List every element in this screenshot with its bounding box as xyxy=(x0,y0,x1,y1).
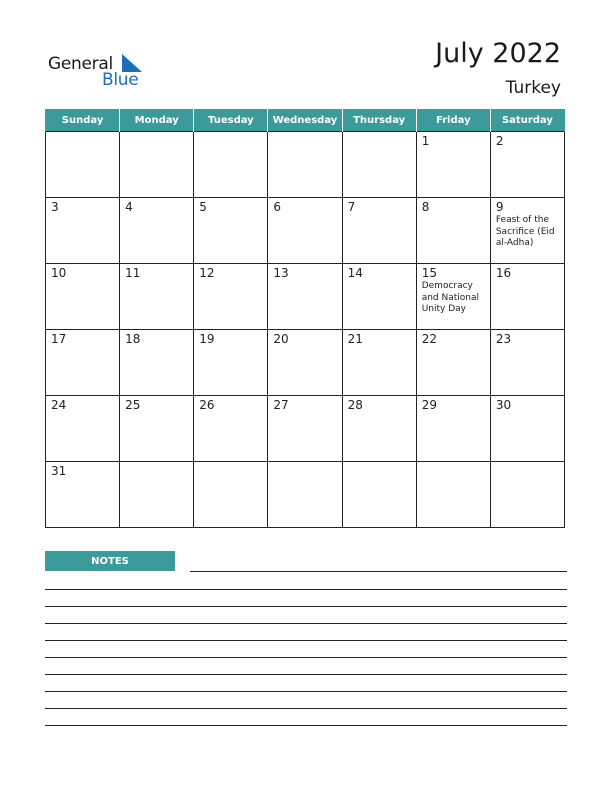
calendar-day-cell xyxy=(268,330,342,396)
calendar-week-row xyxy=(46,198,565,264)
day-number: 20 xyxy=(273,332,289,346)
page-title: July 2022 xyxy=(435,38,561,69)
calendar-day-cell xyxy=(194,198,268,264)
calendar-day-cell xyxy=(120,396,194,462)
holiday-label: Feast of the Sacrifice (Eid al-Adha) xyxy=(495,215,555,248)
note-line xyxy=(45,708,567,709)
calendar-day-cell xyxy=(268,264,342,330)
day-number: 28 xyxy=(347,398,363,412)
calendar-week-row xyxy=(46,462,565,528)
calendar-empty-cell xyxy=(120,132,194,198)
note-line xyxy=(45,674,567,675)
day-number: 2 xyxy=(495,134,504,148)
calendar-day-cell xyxy=(416,132,490,198)
day-number: 8 xyxy=(421,200,430,214)
day-number: 13 xyxy=(273,266,289,280)
calendar-empty-cell xyxy=(194,462,268,528)
calendar-day-cell xyxy=(342,198,416,264)
calendar-empty-cell xyxy=(342,462,416,528)
day-number: 24 xyxy=(51,398,67,412)
day-number: 5 xyxy=(199,200,207,214)
calendar-week-row xyxy=(46,396,565,462)
day-number: 29 xyxy=(421,398,437,412)
calendar-day-cell xyxy=(490,330,564,396)
calendar-day-cell xyxy=(490,198,564,264)
day-number: 12 xyxy=(199,266,215,280)
calendar-week-row xyxy=(46,264,565,330)
day-number: 30 xyxy=(495,398,512,412)
weekday-header: Friday xyxy=(416,109,490,132)
calendar-day-cell xyxy=(46,264,120,330)
calendar-empty-cell xyxy=(490,462,564,528)
day-number: 14 xyxy=(347,266,363,280)
day-number: 17 xyxy=(51,332,67,346)
calendar-empty-cell xyxy=(194,132,268,198)
calendar-day-cell xyxy=(120,198,194,264)
weekday-header: Tuesday xyxy=(194,109,268,132)
calendar-day-cell xyxy=(46,396,120,462)
calendar-day-cell xyxy=(342,396,416,462)
calendar-day-cell xyxy=(490,132,564,198)
calendar-day-cell xyxy=(268,198,342,264)
day-number: 23 xyxy=(495,332,512,346)
weekday-header: Saturday xyxy=(490,109,564,132)
weekday-header: Thursday xyxy=(342,109,416,132)
holiday-label: Democracy and National Unity Day xyxy=(421,281,479,314)
calendar-empty-cell xyxy=(46,132,120,198)
calendar-day-cell xyxy=(416,330,490,396)
calendar-empty-cell xyxy=(268,462,342,528)
day-number: 19 xyxy=(199,332,215,346)
calendar-day-cell xyxy=(416,198,490,264)
day-number: 18 xyxy=(125,332,141,346)
generalblue-logo xyxy=(48,52,158,92)
calendar-empty-cell xyxy=(268,132,342,198)
calendar-day-cell xyxy=(120,264,194,330)
day-number: 31 xyxy=(51,464,67,478)
note-line xyxy=(190,571,567,572)
day-number: 1 xyxy=(421,134,430,148)
note-line xyxy=(45,623,567,624)
calendar-empty-cell xyxy=(342,132,416,198)
note-line xyxy=(45,691,567,692)
country-label: Turkey xyxy=(505,78,561,98)
calendar-day-cell xyxy=(490,264,564,330)
note-line xyxy=(45,725,567,726)
calendar-day-cell xyxy=(46,462,120,528)
day-number: 9 xyxy=(495,200,504,214)
calendar-day-cell xyxy=(194,264,268,330)
weekday-header: Sunday xyxy=(46,109,120,132)
day-number: 7 xyxy=(347,200,356,214)
weekday-header: Monday xyxy=(120,109,194,132)
calendar-day-cell xyxy=(342,264,416,330)
day-number: 4 xyxy=(125,200,133,214)
calendar-empty-cell xyxy=(416,462,490,528)
weekday-header-row xyxy=(46,109,565,132)
calendar-day-cell xyxy=(194,330,268,396)
day-number: 26 xyxy=(199,398,215,412)
note-line xyxy=(45,589,567,590)
day-number: 25 xyxy=(125,398,141,412)
calendar-day-cell xyxy=(342,330,416,396)
notes-header: NOTES xyxy=(45,551,175,571)
calendar-day-cell xyxy=(194,396,268,462)
logo-blue-text: Blue xyxy=(102,70,139,90)
calendar-empty-cell xyxy=(120,462,194,528)
day-number: 6 xyxy=(273,200,282,214)
calendar-day-cell xyxy=(46,198,120,264)
calendar-day-cell xyxy=(120,330,194,396)
calendar-day-cell xyxy=(416,396,490,462)
day-number: 3 xyxy=(51,200,59,214)
note-line xyxy=(45,657,567,658)
day-number: 10 xyxy=(51,266,67,280)
calendar-day-cell xyxy=(46,330,120,396)
day-number: 27 xyxy=(273,398,289,412)
calendar-day-cell xyxy=(416,264,490,330)
calendar-grid xyxy=(45,109,565,528)
day-number: 22 xyxy=(421,332,437,346)
calendar-day-cell xyxy=(490,396,564,462)
day-number: 16 xyxy=(495,266,512,280)
weekday-header: Wednesday xyxy=(268,109,342,132)
calendar-week-row xyxy=(46,330,565,396)
note-line xyxy=(45,606,567,607)
day-number: 21 xyxy=(347,332,363,346)
calendar-week-row xyxy=(46,132,565,198)
logo-general-text: General xyxy=(48,54,113,74)
note-line xyxy=(45,640,567,641)
day-number: 15 xyxy=(421,266,437,280)
calendar-day-cell xyxy=(268,396,342,462)
day-number: 11 xyxy=(125,266,141,280)
